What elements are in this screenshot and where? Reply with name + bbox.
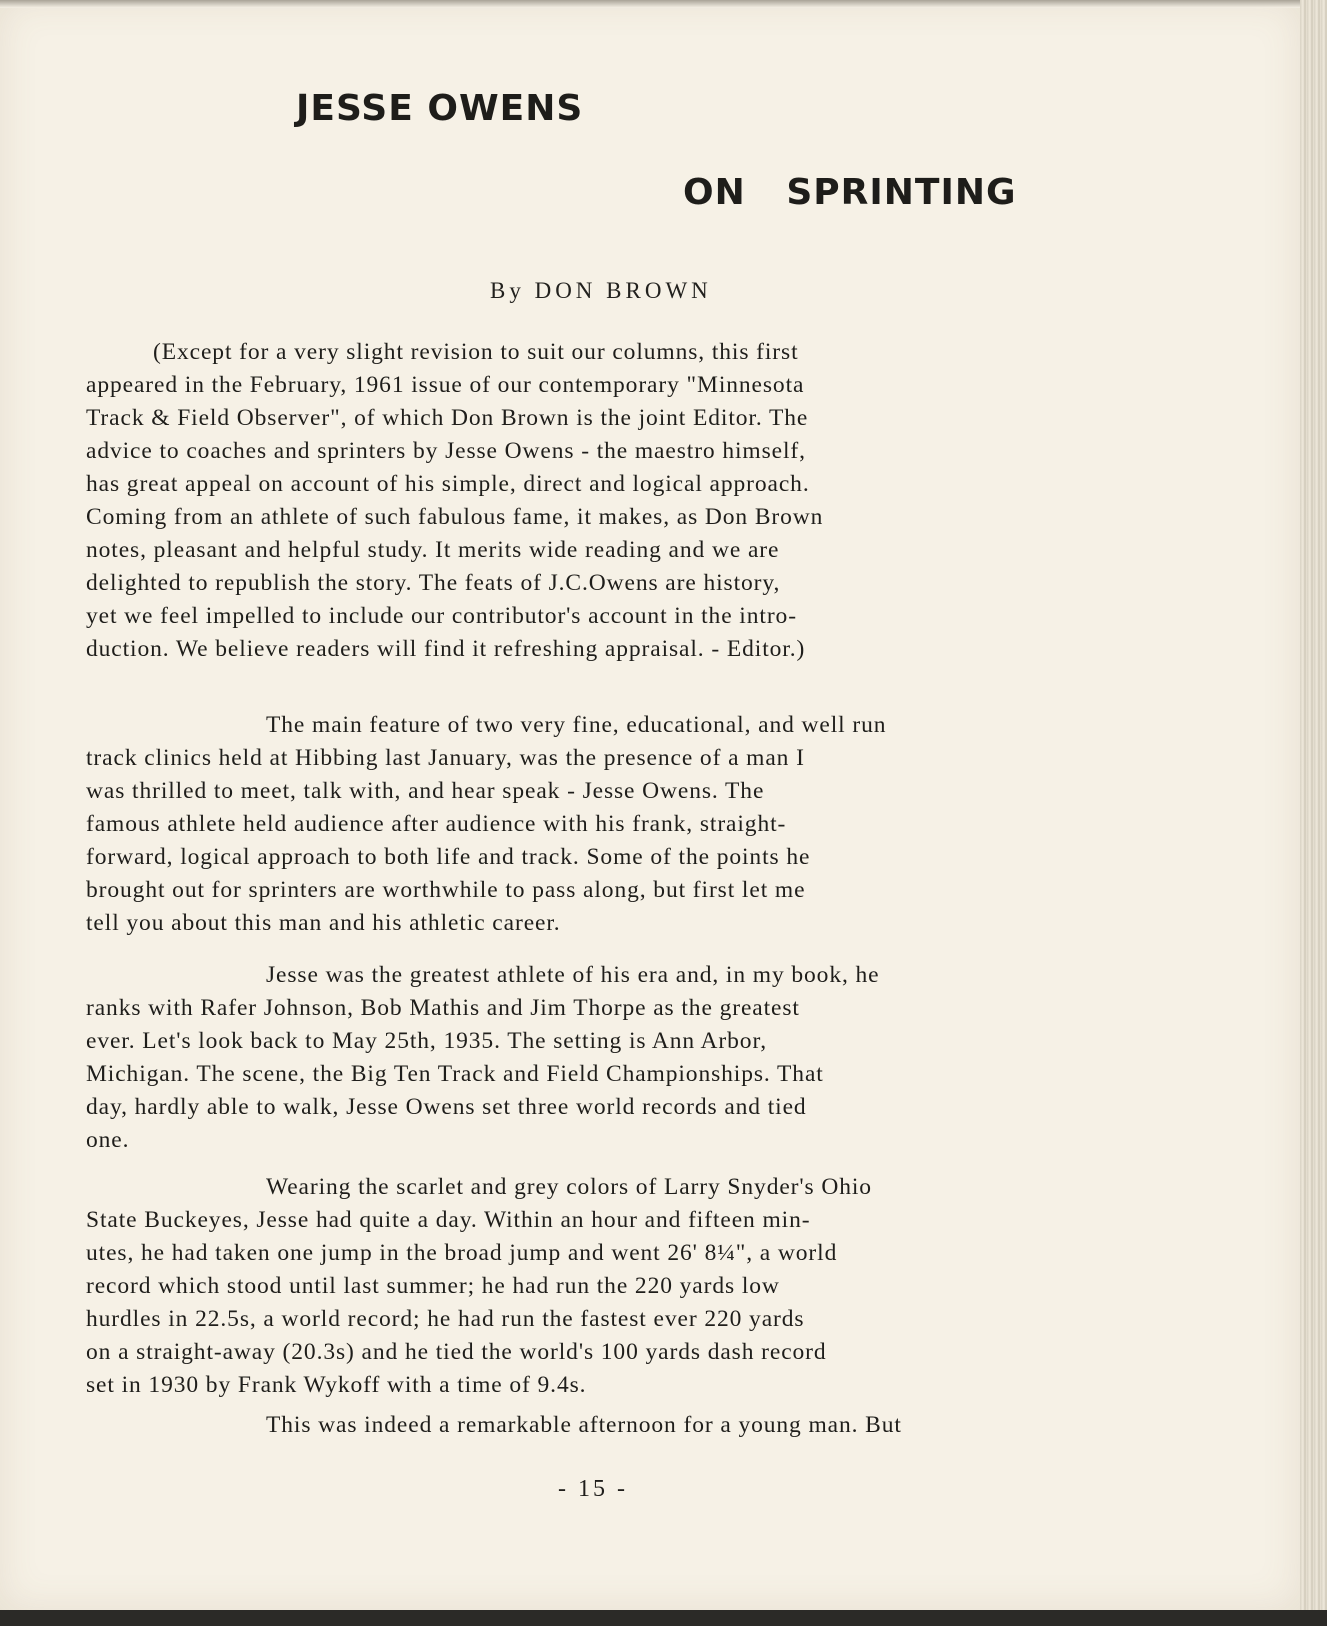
text-line: yet we feel impelled to include our contributor's account in the intro- — [86, 603, 797, 629]
text-line: Track & Field Observer", of which Don Brown is the joint Editor. The — [86, 405, 809, 431]
editor-note-paragraph — [86, 336, 1196, 666]
text-line: The main feature of two very fine, educational, and well run — [266, 712, 887, 738]
text-line: track clinics held at Hibbing last January, was the presence of a man I — [86, 745, 805, 771]
text-line: tell you about this man and his athletic career. — [86, 910, 561, 936]
page-stack-edge — [1300, 0, 1327, 1626]
text-line: ever. Let's look back to May 25th, 1935. The setting is Ann Arbor, — [86, 1028, 768, 1054]
page-number: - 15 - — [558, 1476, 628, 1502]
scan-shadow-top — [0, 0, 1300, 8]
text-line: State Buckeyes, Jesse had quite a day. Within an hour and fifteen min- — [86, 1207, 811, 1233]
text-line: famous athlete held audience after audience with his frank, straight- — [86, 811, 787, 837]
text-line: has great appeal on account of his simple, direct and logical approach. — [86, 471, 810, 497]
text-line: advice to coaches and sprinters by Jesse Owens - the maestro himself, — [86, 438, 806, 464]
text-line: set in 1930 by Frank Wykoff with a time of 9.4s. — [86, 1372, 587, 1398]
text-line: appeared in the February, 1961 issue of our contemporary "Minnesota — [86, 372, 805, 398]
text-line: one. — [86, 1127, 130, 1153]
text-line: ranks with Rafer Johnson, Bob Mathis and Jim Thorpe as the greatest — [86, 995, 800, 1021]
scan-border-bottom — [0, 1610, 1327, 1626]
text-line: This was indeed a remarkable afternoon for a young man. But — [266, 1412, 902, 1438]
text-line: Michigan. The scene, the Big Ten Track and Field Championships. That — [86, 1061, 824, 1087]
text-line: Wearing the scarlet and grey colors of Larry Snyder's Ohio — [266, 1174, 872, 1200]
body-paragraph — [86, 959, 1196, 1157]
text-line: brought out for sprinters are worthwhile to pass along, but first let me — [86, 877, 806, 903]
text-line: delighted to republish the story. The feats of J.C.Owens are history, — [86, 570, 781, 596]
text-line: record which stood until last summer; he had run the 220 yards low — [86, 1273, 780, 1299]
text-line: on a straight-away (20.3s) and he tied the world's 100 yards dash record — [86, 1339, 827, 1365]
text-line: duction. We believe readers will find it refreshing appraisal. - Editor.) — [86, 636, 806, 662]
text-line: Jesse was the greatest athlete of his era and, in my book, he — [266, 962, 880, 988]
article-title-line-1: JESSE OWENS — [296, 88, 584, 129]
text-line: was thrilled to meet, talk with, and hear speak - Jesse Owens. The — [86, 778, 765, 804]
text-line: Coming from an athlete of such fabulous fame, it makes, as Don Brown — [86, 504, 824, 530]
body-paragraph — [86, 1171, 1196, 1402]
text-line: utes, he had taken one jump in the broad jump and went 26' 8¼", a world — [86, 1240, 838, 1266]
byline: By DON BROWN — [490, 278, 712, 303]
body-paragraph — [86, 709, 1196, 940]
body-paragraph — [86, 1409, 1196, 1442]
article-title-line-2: ON SPRINTING — [683, 172, 1017, 213]
text-line: day, hardly able to walk, Jesse Owens set three world records and tied — [86, 1094, 807, 1120]
text-line: notes, pleasant and helpful study. It merits wide reading and we are — [86, 537, 780, 563]
text-line: (Except for a very slight revision to suit our columns, this first — [153, 339, 799, 365]
text-line: forward, logical approach to both life and track. Some of the points he — [86, 844, 811, 870]
text-line: hurdles in 22.5s, a world record; he had run the fastest ever 220 yards — [86, 1306, 805, 1332]
